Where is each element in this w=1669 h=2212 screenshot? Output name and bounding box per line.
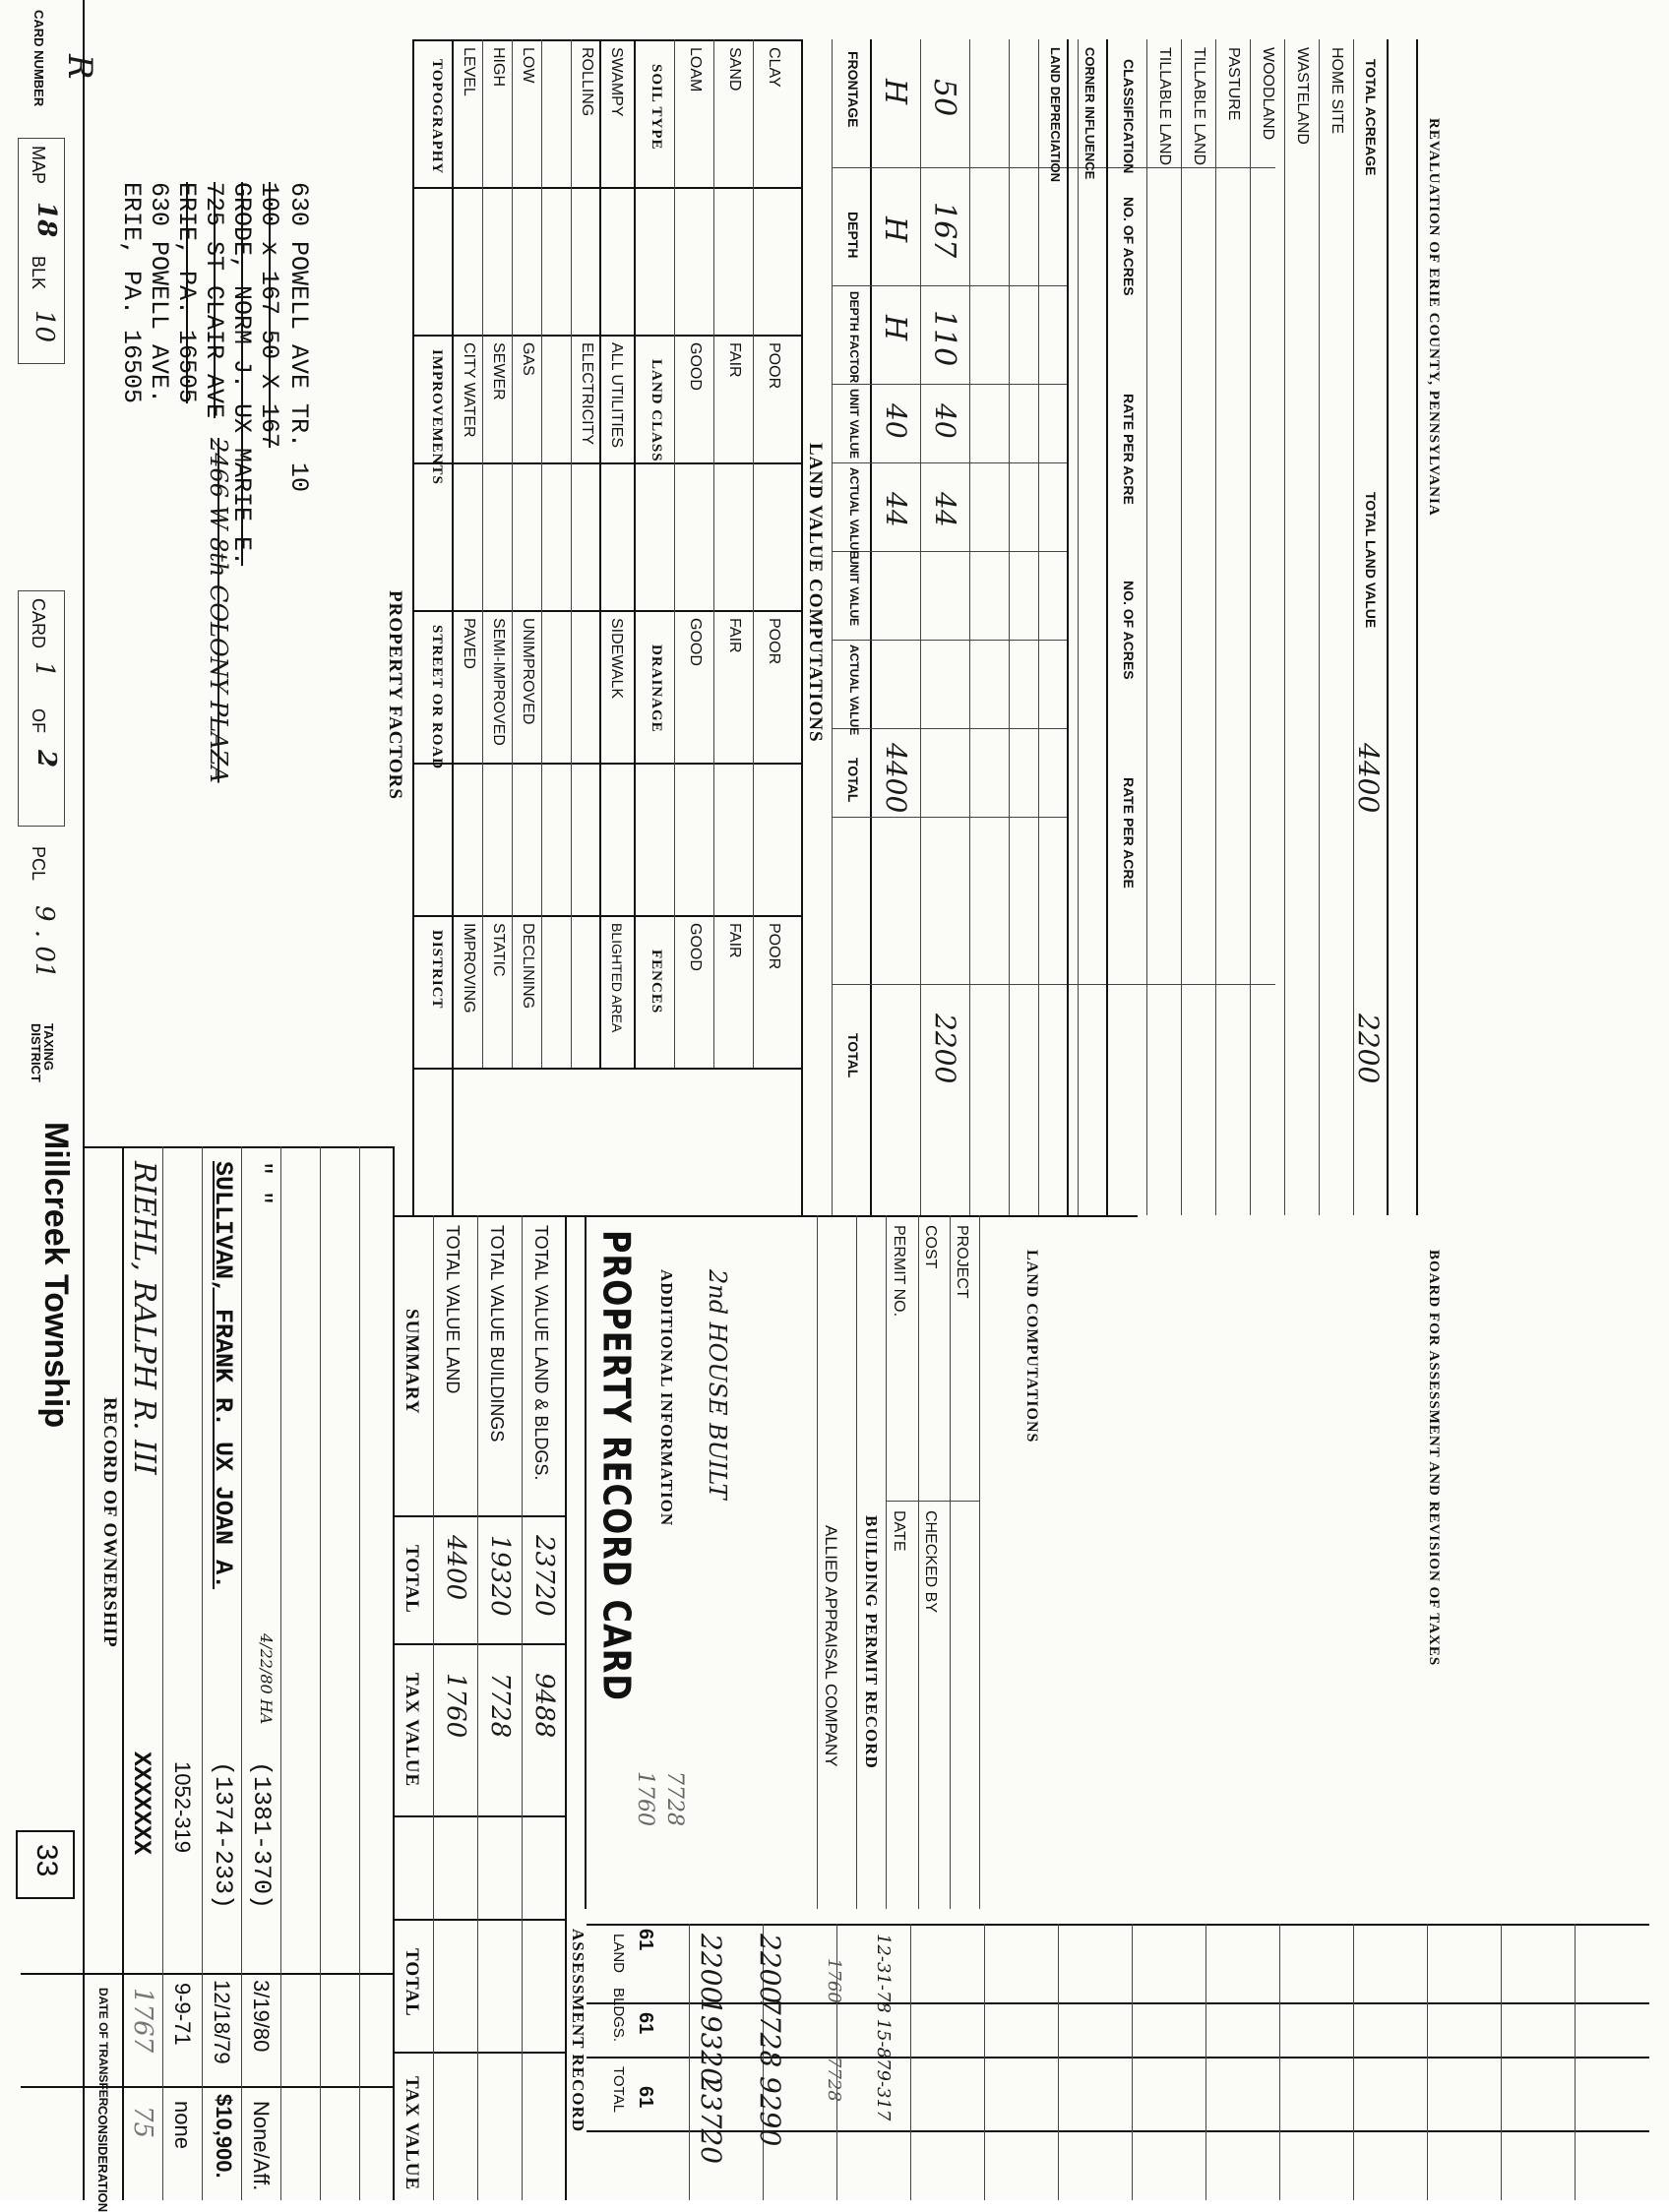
owner-1-date: 1767 bbox=[128, 1988, 157, 2054]
assessment-title: ASSESSMENT RECORD bbox=[569, 1929, 587, 2133]
owner-4-date: 3/19/80 bbox=[249, 1980, 274, 2053]
fence-fair: FAIR bbox=[726, 923, 743, 958]
lv-h-unit-2: UNIT VALUE bbox=[847, 556, 861, 627]
address-line-6: 630 POWELL AVE. bbox=[145, 182, 173, 404]
soil-clay: CLAY bbox=[766, 47, 782, 88]
summary-row-all-total: 23720 bbox=[529, 1535, 559, 1617]
fences-header: FENCES bbox=[649, 950, 664, 1014]
ownership-title: RECORD OF OWNERSHIP bbox=[99, 1397, 120, 1648]
date-transfer-label: DATE OF TRANSFER bbox=[96, 1988, 110, 2107]
drainage-header: DRAINAGE bbox=[649, 645, 664, 733]
district-improving: IMPROVING bbox=[461, 923, 477, 1014]
property-factors-title: PROPERTY FACTORS bbox=[385, 590, 405, 800]
lv-r1-frontage: H bbox=[878, 79, 912, 105]
summary-row-all-tax: 9488 bbox=[529, 1673, 559, 1739]
assess-year-code-2: 61 bbox=[635, 2012, 656, 2035]
owner-3-name: SULLIVAN, FRANK R. UX JOAN A. bbox=[209, 1161, 237, 1590]
assess-hand-mark-2: 7728 bbox=[824, 2057, 844, 2102]
owner-2-date: 9-9-71 bbox=[170, 1983, 195, 2046]
summary-total-label: TOTAL bbox=[402, 1545, 422, 1614]
summary-row-bldg-tax: 7728 bbox=[485, 1673, 515, 1739]
info-hand-tax-1: 1760 bbox=[633, 1771, 657, 1826]
card-number-label: CARD NUMBER bbox=[31, 10, 46, 107]
street-sidewalk: SIDEWALK bbox=[608, 618, 625, 700]
assess-land-label: LAND bbox=[610, 1934, 627, 1974]
lv-h-factor: DEPTH FACTOR bbox=[847, 291, 861, 384]
lv-h-actual-2: ACTUAL VALUE bbox=[847, 645, 861, 736]
impr-gas: GAS bbox=[520, 342, 536, 376]
assess-hand-bldgs-2: 7728 bbox=[754, 1997, 786, 2068]
owner-2-consideration: none bbox=[170, 2101, 195, 2149]
class-fair: FAIR bbox=[726, 342, 743, 378]
summary-row-land-label: TOTAL VALUE LAND bbox=[443, 1225, 463, 1394]
soil-header: SOIL TYPE bbox=[649, 64, 664, 151]
pcl-value: 9 . 01 bbox=[30, 905, 59, 979]
topo-level: LEVEL bbox=[461, 47, 477, 96]
assess-hand-total: 23720 bbox=[695, 2076, 727, 2165]
permit-checked-label: CHECKED BY bbox=[922, 1510, 939, 1614]
address-line-1: 630 POWELL AVE TR. 10 bbox=[284, 182, 313, 493]
class-woodland: WOODLAND bbox=[1260, 47, 1276, 141]
assess-year-code: 61 bbox=[635, 1929, 656, 1951]
footer-right: BOARD FOR ASSESSMENT AND REVISION OF TAXES bbox=[1426, 1250, 1442, 1667]
class-wasteland: WASTELAND bbox=[1294, 47, 1311, 145]
lv-h-unit: UNIT VALUE bbox=[847, 389, 861, 460]
assess-hand-land-2: 2200 bbox=[754, 1934, 786, 2004]
taxing-district-label: TAXING DISTRICT bbox=[29, 1023, 56, 1082]
owner-2-book: 1052-319 bbox=[170, 1761, 195, 1853]
district-header: DISTRICT bbox=[429, 930, 445, 1010]
class-acres-header-2: NO. OF ACRES bbox=[1121, 581, 1137, 680]
blk-value: 10 bbox=[30, 310, 59, 343]
fence-poor: POOR bbox=[766, 923, 782, 970]
drain-fair: FAIR bbox=[726, 618, 743, 653]
topography-header: TOPOGRAPHY bbox=[429, 59, 445, 175]
assess-hand-bldgs: 19320 bbox=[695, 1997, 727, 2086]
consideration-label: CONSIDERATION bbox=[95, 2106, 110, 2212]
address-line-3: GRODE, NORM J. UX MARIE E. bbox=[227, 182, 256, 567]
assess-hand-land: 2200 bbox=[695, 1934, 727, 2004]
total-land-value-label: TOTAL LAND VALUE bbox=[1363, 492, 1379, 629]
record-card-title: PROPERTY RECORD CARD bbox=[594, 1230, 640, 1701]
address-line-4: 725 ST CLAIR AVE bbox=[200, 182, 228, 419]
map-label: MAP bbox=[29, 146, 48, 185]
assess-hand-mark-1: 1760 bbox=[824, 1958, 844, 2003]
lv-h-total-2: TOTAL bbox=[845, 1033, 861, 1078]
appraisal-company: ALLIED APPRAISAL COMPANY bbox=[822, 1525, 840, 1767]
summary-total-label-2: TOTAL bbox=[402, 1948, 422, 2017]
owner-1-name: RIEHL, RALPH R. III bbox=[127, 1161, 161, 1475]
lv-r2-actual: 44 bbox=[929, 492, 961, 527]
taxing-district: Millcreek Township bbox=[37, 1122, 75, 1429]
land-computations-label: LAND COMPUTATIONS bbox=[1023, 1250, 1040, 1444]
summary-row-bldg-total: 19320 bbox=[485, 1535, 515, 1617]
lv-h-actual: ACTUAL VALUE bbox=[847, 467, 861, 559]
owner-1-consideration: 75 bbox=[128, 2106, 157, 2139]
info-hand-tax-2: 7728 bbox=[662, 1771, 687, 1826]
assess-total-label: TOTAL bbox=[610, 2066, 627, 2113]
permit-project-label: PROJECT bbox=[954, 1225, 970, 1299]
card-box-number: 33 bbox=[31, 1844, 63, 1877]
summary-tax-label: TAX VALUE bbox=[402, 1673, 422, 1788]
of-label: OF bbox=[29, 708, 48, 733]
owner-3-book: (1374-233) bbox=[209, 1761, 237, 1910]
assess-hand-total-2: 9290 bbox=[754, 2076, 786, 2147]
permit-no-label: PERMIT NO. bbox=[891, 1225, 907, 1318]
address-handwritten: 2466 W 8th COLONY PLAZA bbox=[205, 438, 232, 783]
soil-sand: SAND bbox=[726, 47, 743, 92]
drain-good: GOOD bbox=[687, 618, 704, 666]
card-label: CARD bbox=[29, 598, 48, 649]
lv-r2-factor: 110 bbox=[927, 310, 961, 367]
class-acres-header: NO. OF ACRES bbox=[1121, 197, 1137, 296]
street-semi: SEMI-IMPROVED bbox=[490, 618, 507, 746]
blk-label: BLK bbox=[29, 256, 48, 290]
class-rate-header: RATE PER ACRE bbox=[1121, 394, 1137, 505]
impr-electricity: ELECTRICITY bbox=[579, 342, 595, 446]
impr-all-utilities: ALL UTILITIES bbox=[608, 342, 625, 448]
permit-date-label: DATE bbox=[891, 1510, 907, 1552]
improvements-header: IMPROVEMENTS bbox=[429, 349, 445, 485]
card-total: 2 bbox=[31, 750, 61, 768]
class-home-site: HOME SITE bbox=[1329, 47, 1345, 135]
district-declining: DECLINING bbox=[520, 923, 536, 1010]
land-value-title: LAND VALUE COMPUTATIONS bbox=[805, 443, 826, 743]
topo-rolling: ROLLING bbox=[579, 47, 595, 117]
additional-info-label: ADDITIONAL INFORMATION bbox=[657, 1269, 676, 1527]
owner-4-name: " " bbox=[247, 1161, 276, 1206]
card-no: 1 bbox=[30, 661, 59, 678]
street-header: STREET OR ROAD bbox=[429, 625, 445, 770]
lv-r2-depth: 167 bbox=[927, 202, 961, 259]
additional-info-hand: 2nd HOUSE BUILT bbox=[704, 1269, 731, 1500]
lv-r1-total: 4400 bbox=[880, 743, 912, 814]
fence-good: GOOD bbox=[687, 923, 704, 971]
class-rate-header-2: RATE PER ACRE bbox=[1121, 777, 1137, 889]
class-total-acreage: TOTAL ACREAGE bbox=[1363, 59, 1379, 176]
summary-row-land-tax: 1760 bbox=[441, 1673, 470, 1739]
permit-record-title: BUILDING PERMIT RECORD bbox=[862, 1515, 881, 1769]
class-poor: POOR bbox=[766, 342, 782, 390]
street-paved: PAVED bbox=[461, 618, 477, 669]
summary-row-land-total: 4400 bbox=[441, 1535, 470, 1601]
assessment-grid bbox=[587, 1909, 1649, 2200]
assess-year-code-3: 61 bbox=[635, 2086, 656, 2109]
impr-water: CITY WATER bbox=[461, 342, 477, 438]
permit-cost-label: COST bbox=[922, 1225, 939, 1269]
summary-title: SUMMARY bbox=[402, 1309, 422, 1415]
class-good: GOOD bbox=[687, 342, 704, 391]
owner-3-consideration: $10,900. bbox=[212, 2094, 236, 2179]
lv-r2-total2: 2200 bbox=[929, 1014, 961, 1084]
corner-mark: R bbox=[60, 54, 99, 80]
owner-4-consideration: None/Aff. bbox=[249, 2101, 274, 2191]
topo-low: LOW bbox=[520, 47, 536, 84]
lv-r1-unit: 40 bbox=[880, 403, 912, 439]
lv-h-frontage: FRONTAGE bbox=[845, 51, 861, 128]
lv-r2-unit: 40 bbox=[929, 403, 961, 439]
corner-influence-label: CORNER INFLUENCE bbox=[1082, 47, 1097, 180]
district-blighted: BLIGHTED AREA bbox=[609, 923, 625, 1033]
topo-high: HIGH bbox=[490, 47, 507, 87]
summary-tax-label-2: TAX VALUE bbox=[402, 2076, 422, 2191]
summary-row-bldg-label: TOTAL VALUE BUILDINGS bbox=[487, 1225, 507, 1443]
pcl-label: PCL bbox=[29, 846, 48, 882]
address-line-5: ERIE, PA. 16505 bbox=[172, 182, 201, 404]
lv-r2-frontage: 50 bbox=[927, 79, 961, 117]
lv-r1-factor: H bbox=[878, 315, 912, 341]
street-unimproved: UNIMPROVED bbox=[520, 618, 536, 725]
land-class-header: LAND CLASS bbox=[649, 359, 664, 462]
soil-loam: LOAM bbox=[687, 47, 704, 92]
topo-swampy: SWAMPY bbox=[608, 47, 625, 117]
land-depreciation-label: LAND DEPRECIATION bbox=[1048, 47, 1063, 182]
class-pasture: PASTURE bbox=[1225, 47, 1242, 121]
impr-sewer: SEWER bbox=[490, 342, 507, 400]
class-tillable-1: TILLABLE LAND bbox=[1156, 47, 1173, 166]
lv-r1-depth: H bbox=[878, 216, 912, 243]
district-static: STATIC bbox=[490, 923, 507, 977]
total-land-value-2: 2200 bbox=[1352, 1014, 1385, 1084]
map-value: 18 bbox=[31, 202, 61, 238]
address-line-2: 100 x 167 50 X 167 bbox=[255, 182, 283, 449]
owner-3-date: 12/18/79 bbox=[210, 1980, 234, 2064]
assess-hand-mark-3: 12-31-78 15-879-317 bbox=[873, 1934, 894, 2121]
ownership-hand-note: 4/22/80 HA bbox=[257, 1633, 276, 1725]
owner-4-book: (1381-370) bbox=[247, 1761, 276, 1910]
owner-1-book: XXXXXXX bbox=[127, 1751, 155, 1856]
lv-h-depth: DEPTH bbox=[845, 212, 861, 259]
footer-left: REVALUATION OF ERIE COUNTY, PENNSYLVANIA bbox=[1426, 118, 1442, 517]
summary-row-all-label: TOTAL VALUE LAND & BLDGS. bbox=[531, 1225, 551, 1481]
class-header: CLASSIFICATION bbox=[1121, 59, 1137, 174]
lv-r1-actual: 44 bbox=[880, 492, 912, 527]
drain-poor: POOR bbox=[766, 618, 782, 665]
class-tillable-2: TILLABLE LAND bbox=[1191, 47, 1207, 166]
assess-bldgs-label: BLDGS. bbox=[610, 1988, 627, 2043]
address-line-7: ERIE, PA. 16505 bbox=[117, 182, 146, 404]
lv-h-total: TOTAL bbox=[845, 758, 861, 803]
total-land-value: 4400 bbox=[1352, 743, 1385, 814]
